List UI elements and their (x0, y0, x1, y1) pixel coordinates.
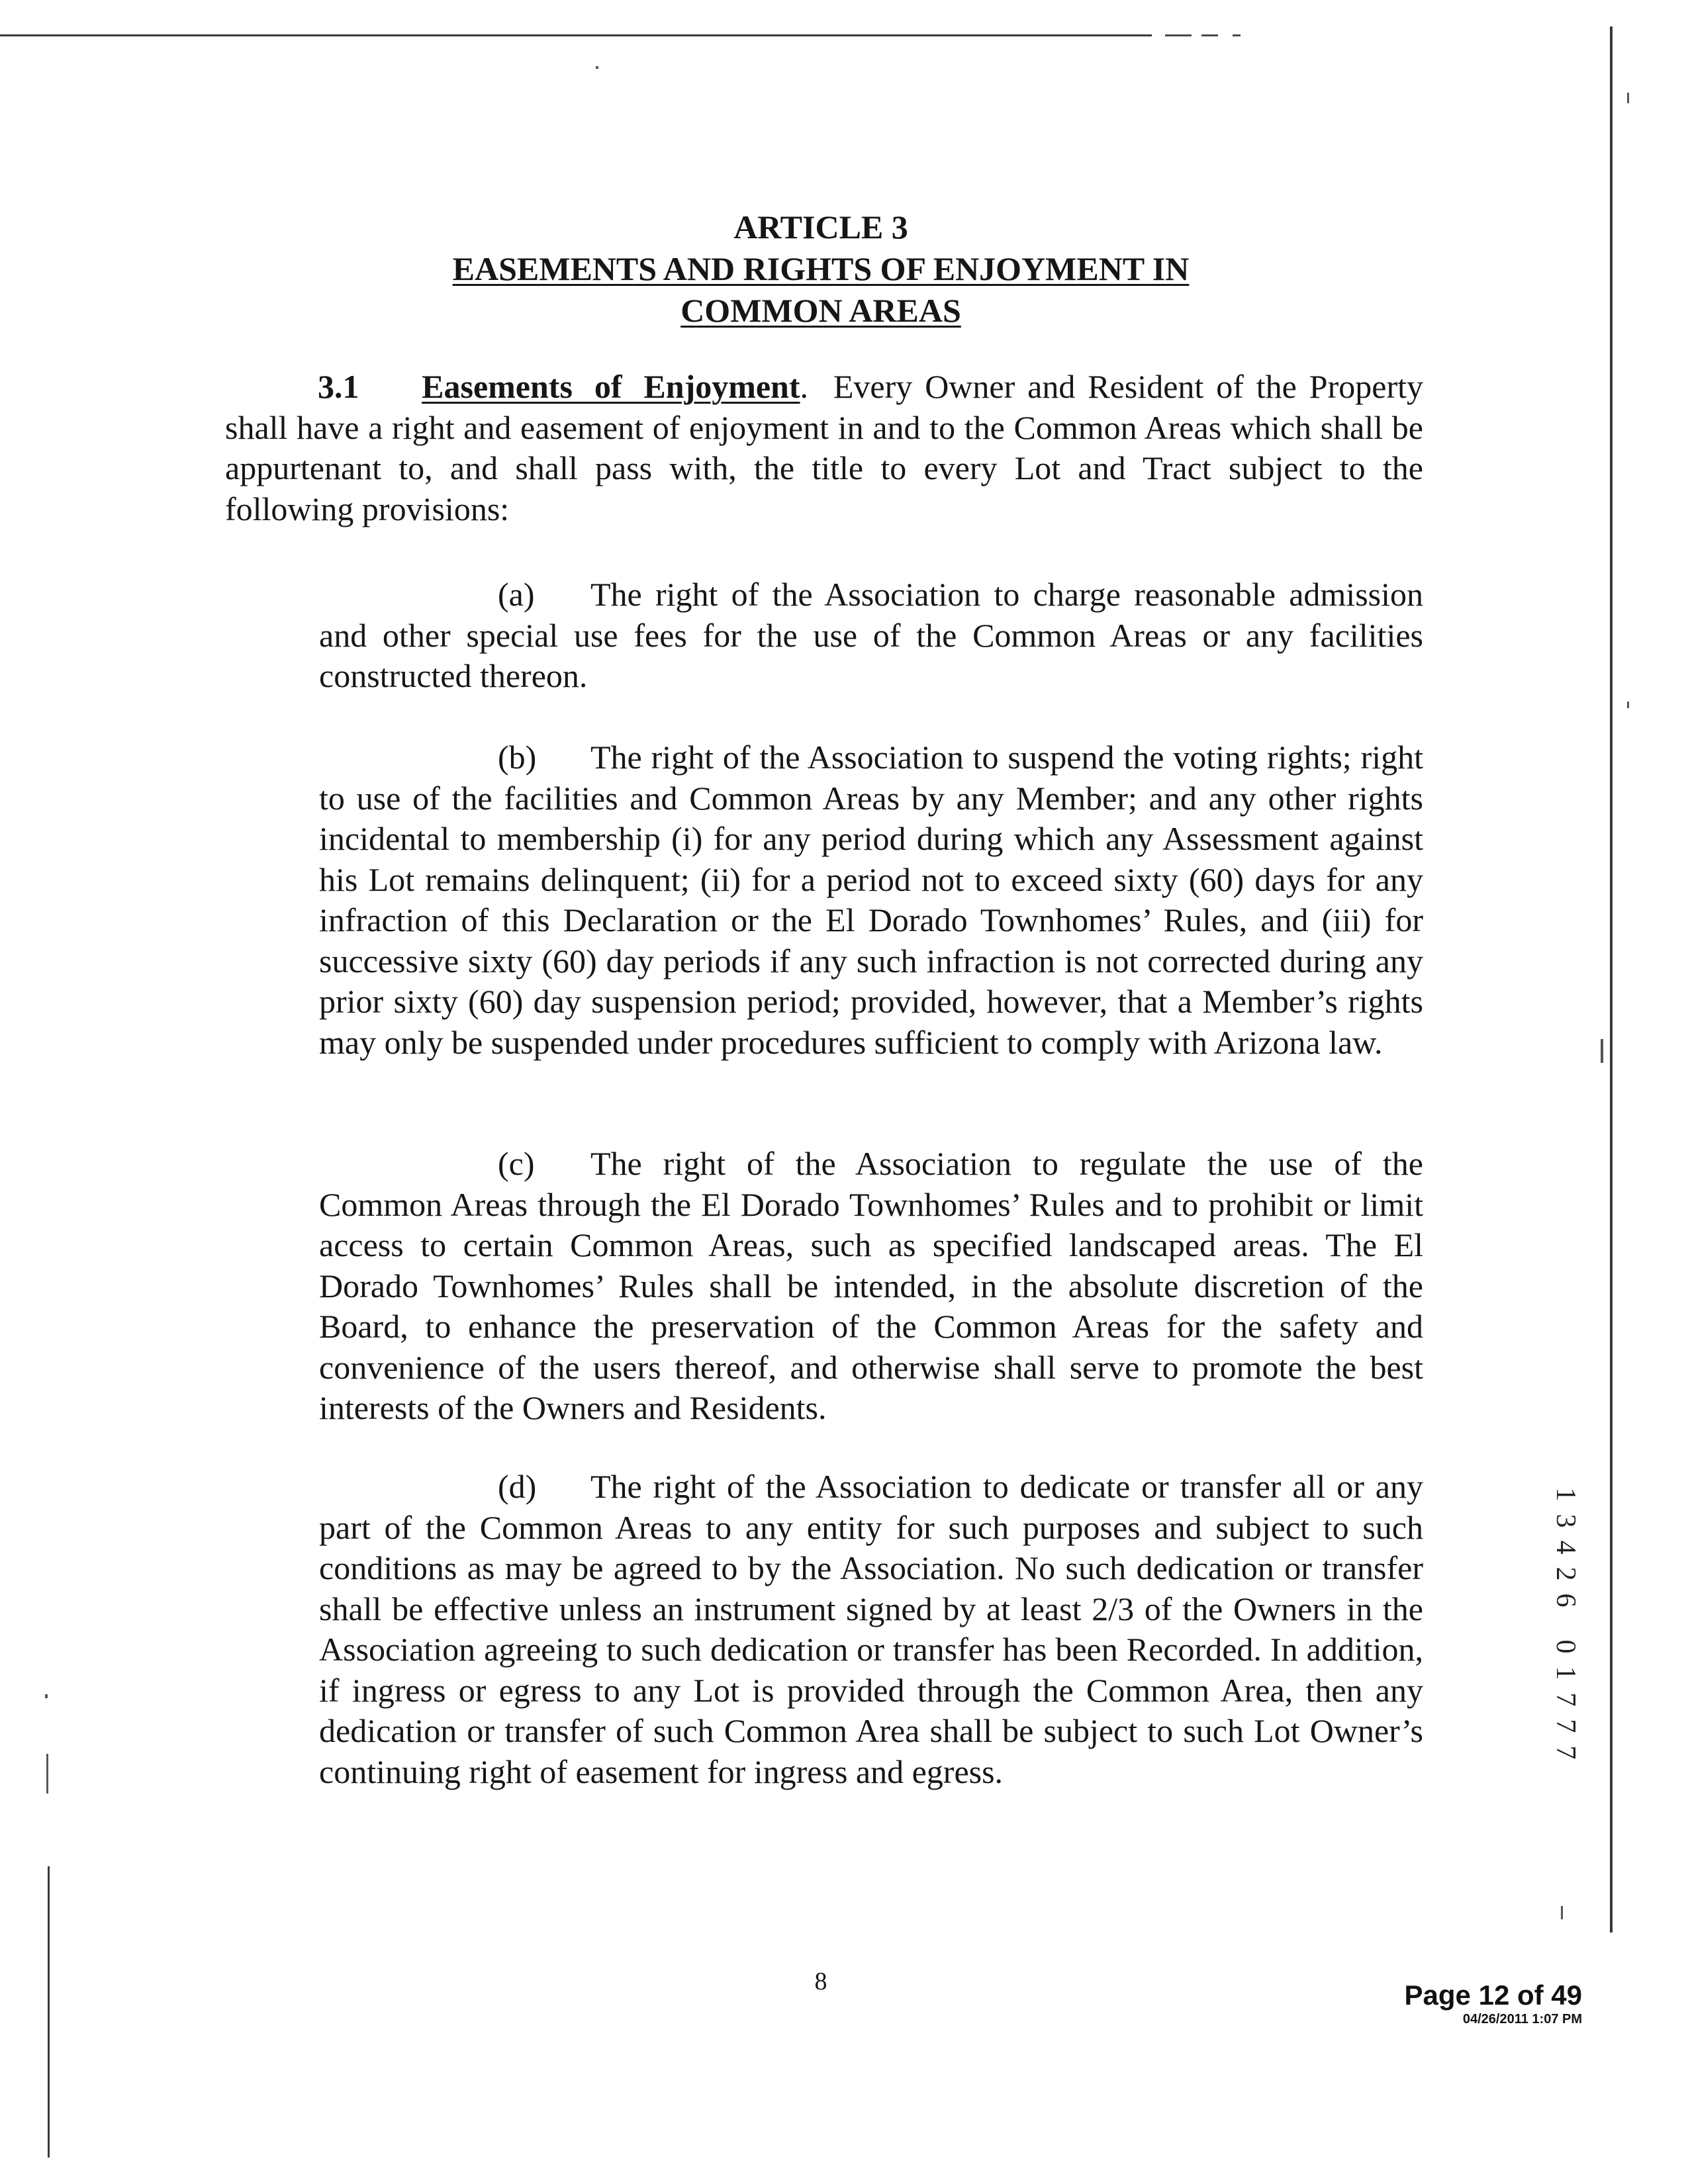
stamp-digit: 7 (1550, 1719, 1581, 1733)
stamp-digit: 7 (1550, 1745, 1581, 1760)
provision-text: The right of the Association to charge reasonable admission and other special use fees for the use of the Common Areas or any facilities constructed thereon. (319, 576, 1423, 694)
provision-b (319, 737, 1423, 1063)
top-scan-rule (0, 34, 1152, 36)
stamp-digit: 0 (1550, 1639, 1581, 1654)
section-3-1-paragraph (225, 367, 1423, 529)
article-title-line-2: COMMON AREAS (680, 292, 961, 329)
recording-timestamp: 04/26/2011 1:07 PM (1462, 2012, 1582, 2026)
recording-number-stamp (1549, 1481, 1582, 1766)
provision-text: The right of the Association to suspend the voting rights; right to use of the facilities and Common Areas by any Member; and any other rights incidental to membership (i) for any period during which any Assessment against his Lot remains delinquent; (ii) for a period not to exceed sixty (60) days for any infraction of this Declaration or the El Dorado Townhomes’ Rules, and (iii) for successive sixty (60) day periods if any such infraction is not corrected during any prior sixty (60) day suspension period; provided, however, that a Member’s rights may only be suspended under procedures sufficient to comply with Arizona law. (319, 739, 1423, 1061)
provision-d (319, 1467, 1423, 1792)
provision-label: (c) (498, 1145, 535, 1182)
section-title: Easements of Enjoyment (422, 368, 800, 405)
provision-text: The right of the Association to regulate the use of the Common Areas through the El Dorado Townhomes’ Rules and to prohibit or limit access to certain Common Areas, such as specified landscaped areas. The El Dorado Townhomes’ Rules shall be intended, in the absolute discretion of the Board, to enhance the preservation of the Common Areas for the safety and convenience of the users thereof, and otherwise shall serve to promote the best interests of the Owners and Residents. (319, 1145, 1423, 1426)
provision-text: The right of the Association to dedicate or transfer all or any part of the Common Areas to any entity for such purposes and subject to such conditions as may be agreed to by the Association. No such dedication or transfer shall be effective unless an instrument signed by at least 2/3 of the Owners in the Association agreeing to such dedication or transfer has been Recorded. In addition, if ingress or egress to any Lot is provided through the Common Area, then any dedication or transfer of such Common Area shall be subject to such Lot Owner’s continuing right of easement for ingress and egress. (319, 1468, 1423, 1790)
section-text: Every Owner and Resident of the Property shall have a right and easement of enjoyment in and to the Common Areas which shall be appurtenant to, and shall pass with, the title to every Lot and Tract subject to the following provisions: (225, 368, 1423, 527)
scan-speck (45, 1694, 48, 1698)
page-number: 8 (814, 1968, 827, 1995)
top-scan-dash (1233, 34, 1241, 36)
article-heading (0, 206, 1642, 332)
stamp-digit: 3 (1550, 1514, 1581, 1528)
provision-label: (a) (498, 576, 535, 613)
scan-speck (46, 1754, 48, 1794)
stamp-digit: 1 (1550, 1666, 1581, 1680)
section-title-punct: . (800, 368, 809, 405)
stamp-digit: 7 (1550, 1692, 1581, 1707)
stamp-digit: 4 (1550, 1540, 1581, 1555)
provision-a (319, 574, 1423, 697)
provision-label: (b) (498, 739, 537, 776)
provision-label: (d) (498, 1468, 537, 1505)
scan-speck (1561, 1906, 1563, 1919)
stamp-digit: 2 (1550, 1567, 1581, 1581)
stamp-digit: 1 (1550, 1487, 1581, 1502)
top-scan-dash (1165, 34, 1192, 36)
stamp-digit: 6 (1550, 1593, 1581, 1608)
article-number: ARTICLE 3 (733, 208, 908, 246)
section-number: 3.1 (318, 368, 359, 405)
provision-c (319, 1144, 1423, 1429)
page-counter: Page 12 of 49 (1404, 1979, 1582, 2011)
top-scan-dash (1201, 34, 1218, 36)
article-title-line-1: EASEMENTS AND RIGHTS OF ENJOYMENT IN (452, 250, 1190, 287)
scan-speck (596, 66, 598, 69)
left-scan-rule (48, 1866, 50, 2158)
scan-speck (1627, 93, 1629, 103)
scan-speck (1601, 1039, 1603, 1063)
scan-speck (1627, 702, 1629, 708)
